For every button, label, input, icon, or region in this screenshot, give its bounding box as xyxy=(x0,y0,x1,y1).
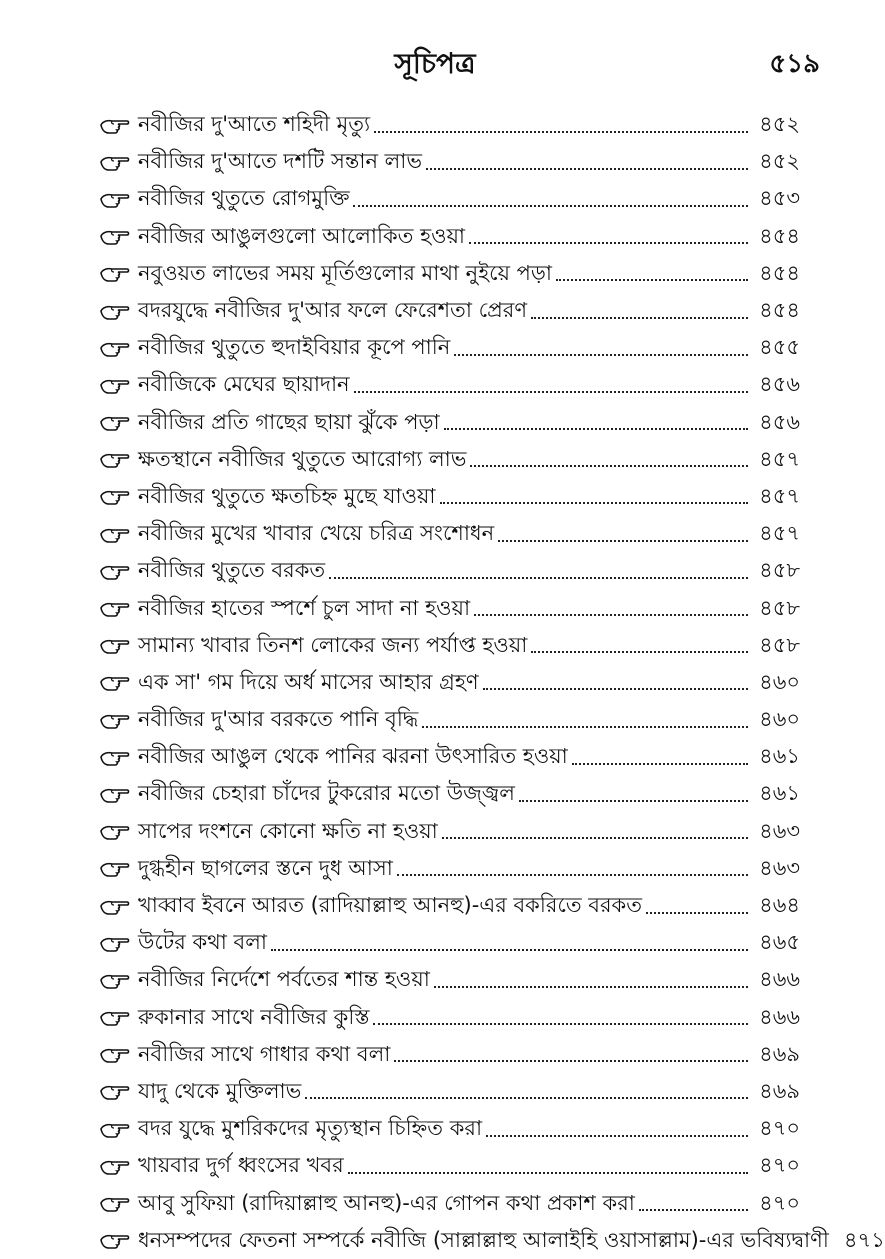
toc-entry[interactable] xyxy=(100,701,800,738)
toc-entry-title: নবীজির মুখের খাবার খেয়ে চরিত্র সংশোধন xyxy=(138,521,495,546)
toc-entry-title: সামান্য খাবার তিনশ লোকের জন্য পর্যাপ্ত হওয়া xyxy=(138,632,528,657)
toc-entry-title: নবীজির সাথে গাধার কথা বলা xyxy=(138,1041,391,1066)
toc-entry-page-number: ৪৫৪ xyxy=(759,260,800,285)
toc-entry-title: নবুওয়ত লাভের সময় মূর্তিগুলোর মাথা নুইয়ে পড়া xyxy=(138,260,552,285)
leader-dots xyxy=(440,502,749,504)
toc-entry[interactable] xyxy=(100,627,800,664)
leader-dots xyxy=(556,279,748,281)
toc-entry-page-number: ৪৫৫ xyxy=(759,335,800,360)
pointing-hand-icon xyxy=(100,934,130,952)
toc-entry[interactable] xyxy=(100,255,800,292)
leader-dots xyxy=(639,1209,748,1211)
pointing-hand-icon xyxy=(100,711,130,729)
toc-entry[interactable] xyxy=(100,589,800,626)
leader-dots xyxy=(486,1135,748,1137)
toc-entry-title: ক্ষতস্থানে নবীজির থুতুতে আরোগ্য লাভ xyxy=(138,446,467,471)
toc-entry-page-number: ৪৭০ xyxy=(759,1190,800,1215)
toc-entry-page-number: ৪৬১ xyxy=(759,744,800,769)
page-number: ৫১৯ xyxy=(769,49,820,79)
pointing-hand-icon xyxy=(100,897,130,915)
table-of-contents xyxy=(100,106,885,1259)
toc-entry-page-number: ৪৫৪ xyxy=(759,223,800,248)
pointing-hand-icon xyxy=(100,562,130,580)
toc-entry-page-number: ৪৫৪ xyxy=(759,298,800,323)
toc-entry-title: নবীজির আঙুলগুলো আলোকিত হওয়া xyxy=(138,223,466,248)
leader-dots xyxy=(572,763,748,765)
toc-entry[interactable] xyxy=(100,924,800,961)
pointing-hand-icon xyxy=(100,1231,130,1249)
pointing-hand-icon xyxy=(100,1157,130,1175)
pointing-hand-icon xyxy=(100,748,130,766)
toc-entry-page-number: ৪৬৩ xyxy=(759,818,800,843)
toc-entry-page-number: ৪৫৭ xyxy=(759,446,800,471)
toc-entry-title: নবীজির নির্দেশে পর্বতের শান্ত হওয়া xyxy=(138,967,430,992)
leader-dots xyxy=(444,428,748,430)
toc-entry[interactable] xyxy=(100,813,800,850)
toc-entry-page-number: ৪৭১ xyxy=(843,1227,885,1252)
leader-dots xyxy=(373,1023,748,1025)
leader-dots xyxy=(483,688,748,690)
toc-entry[interactable] xyxy=(100,1147,800,1184)
toc-entry-page-number: ৪৬১ xyxy=(759,781,800,806)
leader-dots xyxy=(454,354,748,356)
toc-entry-page-number: ৪৫৮ xyxy=(759,632,800,657)
toc-entry-title: নবীজির দু'আর বরকতে পানি বৃদ্ধি xyxy=(138,707,419,732)
toc-entry-title: নবীজির দু'আতে শহিদী মৃত্যু xyxy=(138,112,371,137)
leader-dots xyxy=(422,726,748,728)
pointing-hand-icon xyxy=(100,450,130,468)
leader-dots xyxy=(354,391,748,393)
pointing-hand-icon xyxy=(100,339,130,357)
pointing-hand-icon xyxy=(100,859,130,877)
toc-entry[interactable] xyxy=(100,999,800,1036)
toc-entry[interactable] xyxy=(100,478,800,515)
pointing-hand-icon xyxy=(100,599,130,617)
toc-entry-title: নবীজির থুতুতে ক্ষতচিহ্ন মুছে যাওয়া xyxy=(138,483,436,508)
leader-dots xyxy=(519,800,748,802)
toc-entry-page-number: ৪৫৭ xyxy=(759,521,800,546)
toc-entry[interactable] xyxy=(100,218,800,255)
toc-entry-page-number: ৪৬৪ xyxy=(759,893,800,918)
toc-entry[interactable] xyxy=(100,441,800,478)
pointing-hand-icon xyxy=(100,1194,130,1212)
toc-entry-title: নবীজির থুতুতে বরকত xyxy=(138,558,326,583)
toc-entry[interactable] xyxy=(100,292,800,329)
toc-entry-title: নবীজির প্রতি গাছের ছায়া ঝুঁকে পড়া xyxy=(138,409,440,434)
pointing-hand-icon xyxy=(100,413,130,431)
toc-entry-title: দুগ্ধহীন ছাগলের স্তনে দুধ আসা xyxy=(138,855,393,880)
pointing-hand-icon xyxy=(100,116,130,134)
toc-entry-page-number: ৪৬৩ xyxy=(759,855,800,880)
toc-entry-title: সাপের দংশনে কোনো ক্ষতি না হওয়া xyxy=(138,818,438,843)
toc-entry-title: খায়বার দুর্গ ধ্বংসের খবর xyxy=(138,1153,344,1178)
leader-dots xyxy=(442,837,748,839)
pointing-hand-icon xyxy=(100,1008,130,1026)
toc-entry[interactable] xyxy=(100,366,800,403)
pointing-hand-icon xyxy=(100,153,130,171)
toc-entry-page-number: ৪৫৮ xyxy=(759,558,800,583)
leader-dots xyxy=(374,131,748,133)
leader-dots xyxy=(394,1060,748,1062)
toc-entry-title: ধনসম্পদের ফেতনা সম্পর্কে নবীজি (সাল্লাল্লাহু আলাইহি ওয়াসাল্লাম)-এর ভবিষ্যদ্বাণী xyxy=(138,1227,829,1252)
pointing-hand-icon xyxy=(100,264,130,282)
pointing-hand-icon xyxy=(100,636,130,654)
pointing-hand-icon xyxy=(100,525,130,543)
pointing-hand-icon xyxy=(100,971,130,989)
pointing-hand-icon xyxy=(100,190,130,208)
leader-dots xyxy=(531,651,748,653)
toc-entry-title: নবীজির চেহারা চাঁদের টুকরোর মতো উজ্জ্বল xyxy=(138,781,515,806)
leader-dots xyxy=(353,205,748,207)
toc-entry-title: নবীজির আঙুল থেকে পানির ঝরনা উৎসারিত হওয়া xyxy=(138,744,568,769)
toc-entry[interactable] xyxy=(100,1036,800,1073)
leader-dots xyxy=(434,986,748,988)
toc-entry-title: যাদু থেকে মুক্তিলাভ xyxy=(138,1078,302,1103)
pointing-hand-icon xyxy=(100,487,130,505)
toc-entry-title: বদরযুদ্ধে নবীজির দু'আর ফলে ফেরেশতা প্রেরণ xyxy=(138,298,528,323)
toc-entry[interactable] xyxy=(100,106,800,143)
toc-entry[interactable] xyxy=(100,775,800,812)
toc-entry-page-number: ৪৬৬ xyxy=(759,1004,800,1029)
toc-entry-page-number: ৪৬৫ xyxy=(759,930,800,955)
toc-entry[interactable] xyxy=(100,1110,800,1147)
leader-dots xyxy=(469,242,748,244)
toc-entry-page-number: ৪৫৮ xyxy=(759,595,800,620)
toc-entry[interactable] xyxy=(100,404,800,441)
toc-entry-page-number: ৪৭০ xyxy=(759,1153,800,1178)
leader-dots xyxy=(426,168,748,170)
page-title: সূচিপত্র xyxy=(394,47,476,80)
toc-entry-title: নবীজির থুতুতে রোগমুক্তি xyxy=(138,186,350,211)
toc-entry-title: রুকানার সাথে নবীজির কুস্তি xyxy=(138,1004,370,1029)
toc-entry-page-number: ৪৬০ xyxy=(759,669,800,694)
toc-entry[interactable] xyxy=(100,738,800,775)
leader-dots xyxy=(531,317,748,319)
pointing-hand-icon xyxy=(100,227,130,245)
leader-dots xyxy=(646,912,748,914)
toc-entry-page-number: ৪৫৩ xyxy=(759,186,800,211)
leader-dots xyxy=(397,874,748,876)
toc-entry-title: খাব্বাব ইবনে আরত (রাদিয়াল্লাহু আনহু)-এর বকরিতে বরকত xyxy=(138,893,642,918)
toc-entry[interactable] xyxy=(100,1222,885,1259)
toc-entry-page-number: ৪৫২ xyxy=(759,149,800,174)
pointing-hand-icon xyxy=(100,673,130,691)
toc-entry-page-number: ৪৫৬ xyxy=(759,372,800,397)
leader-dots xyxy=(474,614,748,616)
toc-entry[interactable] xyxy=(100,887,800,924)
toc-entry[interactable] xyxy=(100,180,800,217)
toc-entry-page-number: ৪৫৭ xyxy=(759,483,800,508)
toc-entry-title: নবীজিকে মেঘের ছায়াদান xyxy=(138,372,350,397)
pointing-hand-icon xyxy=(100,1082,130,1100)
pointing-hand-icon xyxy=(100,376,130,394)
leader-dots xyxy=(329,577,748,579)
toc-entry-title: এক সা' গম দিয়ে অর্ধ মাসের আহার গ্রহণ xyxy=(138,669,479,694)
toc-entry-page-number: ৪৬০ xyxy=(759,707,800,732)
toc-entry[interactable] xyxy=(100,850,800,887)
leader-dots xyxy=(271,949,748,951)
leader-dots xyxy=(498,540,748,542)
toc-entry-page-number: ৪৭০ xyxy=(759,1116,800,1141)
toc-entry-title: উটের কথা বলা xyxy=(138,930,267,955)
toc-entry[interactable] xyxy=(100,329,800,366)
toc-entry-page-number: ৪৬৯ xyxy=(759,1041,800,1066)
toc-entry-page-number: ৪৬৯ xyxy=(759,1078,800,1103)
pointing-hand-icon xyxy=(100,785,130,803)
leader-dots xyxy=(305,1097,748,1099)
toc-entry-page-number: ৪৫৬ xyxy=(759,409,800,434)
toc-entry[interactable] xyxy=(100,961,800,998)
toc-entry[interactable] xyxy=(100,552,800,589)
toc-entry-title: নবীজির দু'আতে দশটি সন্তান লাভ xyxy=(138,149,423,174)
toc-entry-title: নবীজির থুতুতে হুদাইবিয়ার কূপে পানি xyxy=(138,335,451,360)
leader-dots xyxy=(470,465,748,467)
pointing-hand-icon xyxy=(100,302,130,320)
page-header xyxy=(0,44,870,88)
toc-entry-title: আবু সুফিয়া (রাদিয়াল্লাহু আনহু)-এর গোপন কথা প্রকাশ করা xyxy=(138,1190,635,1215)
toc-entry-page-number: ৪৬৬ xyxy=(759,967,800,992)
toc-entry-page-number: ৪৫২ xyxy=(759,112,800,137)
pointing-hand-icon xyxy=(100,822,130,840)
toc-entry[interactable] xyxy=(100,664,800,701)
toc-entry-title: নবীজির হাতের স্পর্শে চুল সাদা না হওয়া xyxy=(138,595,471,620)
pointing-hand-icon xyxy=(100,1120,130,1138)
toc-entry[interactable] xyxy=(100,515,800,552)
toc-entry[interactable] xyxy=(100,1184,800,1221)
toc-entry-title: বদর যুদ্ধে মুশরিকদের মৃত্যুস্থান চিহ্নিত করা xyxy=(138,1116,483,1141)
toc-entry[interactable] xyxy=(100,1073,800,1110)
toc-entry[interactable] xyxy=(100,143,800,180)
leader-dots xyxy=(348,1172,748,1174)
pointing-hand-icon xyxy=(100,1045,130,1063)
